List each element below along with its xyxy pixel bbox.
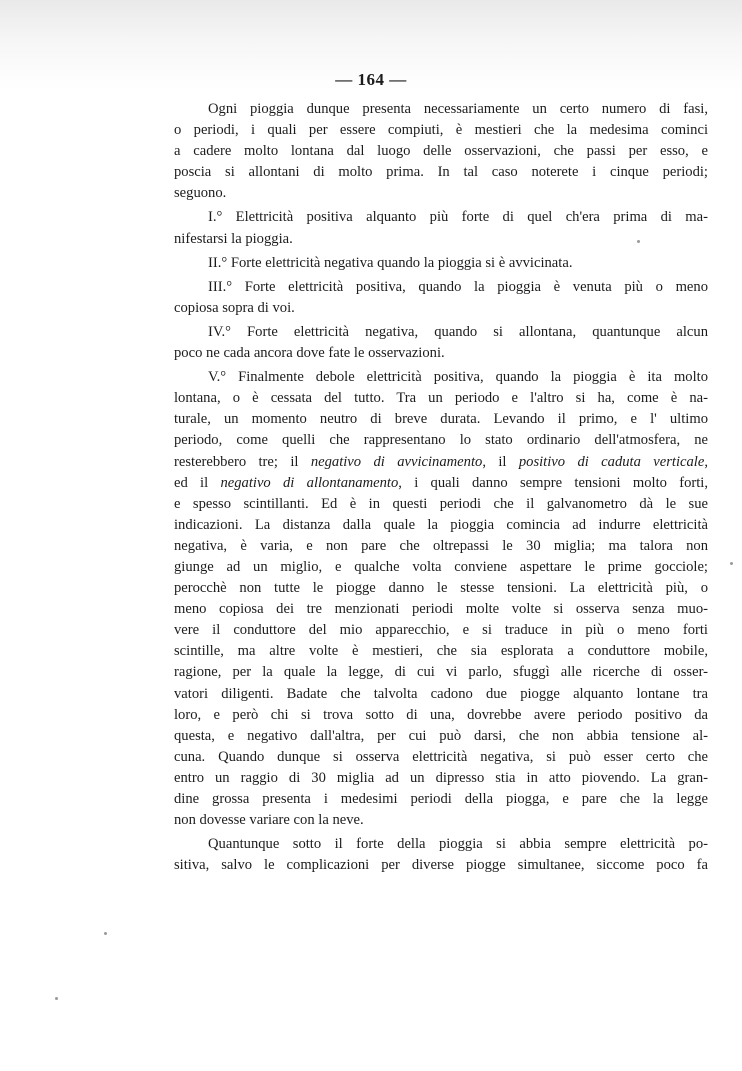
print-speck <box>104 932 107 935</box>
text-fragment: , <box>704 453 708 470</box>
text-line: cuna. Quando dunque si osserva elettricità negativa, si può esser certo che <box>174 748 708 765</box>
text-line: sitiva, salvo le complicazioni per diverse piogge simultanee, siccome poco fa <box>174 857 708 874</box>
italic-phrase: positivo di caduta verticale <box>518 453 705 470</box>
text-line: perocchè non tutte le piogge danno le stesse tensioni. La elettricità più, o <box>174 580 708 597</box>
text-line <box>174 452 708 473</box>
text-line: a cadere molto lontana dal luogo delle osservazioni, che passi per esso, e <box>174 143 708 160</box>
page-number: — 164 — <box>335 70 407 89</box>
body-text <box>174 99 708 876</box>
text-line: I.° Elettricità positiva alquanto più forte di quel ch'era prima di ma- <box>208 209 708 226</box>
text-line: e spesso scintillanti. Ed è in questi periodi che il galvanometro dà le sue <box>174 495 708 512</box>
print-speck <box>730 562 733 565</box>
italic-phrase: negativo di allontanamento <box>220 474 399 491</box>
text-line: vatori diligenti. Badate che talvolta cadono due piogge alquanto lontane tra <box>174 685 708 702</box>
text-line: scintille, ma altre volte è mestieri, che sia esplorata a conduttore mobile, <box>174 643 708 660</box>
text-line <box>174 473 708 494</box>
print-speck <box>637 240 640 243</box>
text-line: lontana, o è cessata del tutto. Tra un periodo e l'altro si ha, come è na- <box>174 390 708 407</box>
text-fragment: resterebbero tre; il <box>174 453 311 470</box>
text-line: Quantunque sotto il forte della pioggia si abbia sempre elettricità po- <box>208 836 708 853</box>
text-line: copiosa sopra di voi. <box>174 299 295 316</box>
text-line: vere il conduttore del mio apparecchio, e si traduce in più o meno forti <box>174 622 708 639</box>
text-line: V.° Finalmente debole elettricità positiva, quando la pioggia è ita molto <box>208 369 708 386</box>
text-line: meno copiosa dei tre menzionati periodi molte volte si osserva senza muo- <box>174 601 708 618</box>
text-line: IV.° Forte elettricità negativa, quando si allontana, quantunque alcun <box>208 323 708 340</box>
text-line: entro un raggio di 30 miglia ad un dipresso stia in atto piovendo. La gran- <box>174 769 708 786</box>
text-line: Ogni pioggia dunque presenta necessariamente un certo numero di fasi, <box>208 101 708 117</box>
text-line: periodo, come quelli che rappresentano lo stato ordinario dell'atmosfera, ne <box>174 432 708 449</box>
italic-phrase: negativo di avvicinamento <box>310 453 483 470</box>
text-line: giunge ad un miglio, e qualche volta conviene aspettare le prime gocciole; <box>174 558 708 575</box>
text-line: nifestarsi la pioggia. <box>174 230 293 247</box>
text-line: III.° Forte elettricità positiva, quando la pioggia è venuta più o meno <box>208 278 708 295</box>
text-line: II.° Forte elettricità negativa quando la pioggia si è avvicinata. <box>208 254 573 271</box>
print-speck <box>55 997 58 1000</box>
text-line: questa, e negativo dall'altra, per cui può darsi, che non abbia tensione al- <box>174 727 708 744</box>
text-fragment: , il <box>482 453 519 470</box>
text-line: ragione, per la quale la legge, di cui vi parlo, sfuggì alle ricerche di osser- <box>174 664 708 681</box>
text-line: loro, e però chi si trova sotto di una, dovrebbe avere periodo positivo da <box>174 706 708 723</box>
text-line: poscia si allontani di molto prima. In tal caso noterete i cinque periodi; <box>174 164 708 181</box>
text-line: dine grossa presenta i medesimi periodi della piogga, e pare che la legge <box>174 791 708 807</box>
text-line: seguono. <box>174 185 227 202</box>
text-line: o periodi, i quali per essere compiuti, è mestieri che la medesima cominci <box>174 122 708 139</box>
text-line: negativa, è varia, e non pare che oltrepassi le 30 miglia; ma talora non <box>174 537 708 554</box>
text-fragment: ed il <box>174 474 221 491</box>
text-line: indicazioni. La distanza dalla quale la pioggia comincia ad indurre elettricità <box>174 516 708 533</box>
text-line: poco ne cada ancora dove fate le osservazioni. <box>174 345 445 362</box>
text-line: non dovesse variare con la neve. <box>174 812 364 829</box>
text-fragment: , i quali danno sempre tensioni molto forti, <box>398 474 708 491</box>
text-line: turale, un momento neutro di breve durata. Levando il primo, e l' ultimo <box>174 411 708 428</box>
